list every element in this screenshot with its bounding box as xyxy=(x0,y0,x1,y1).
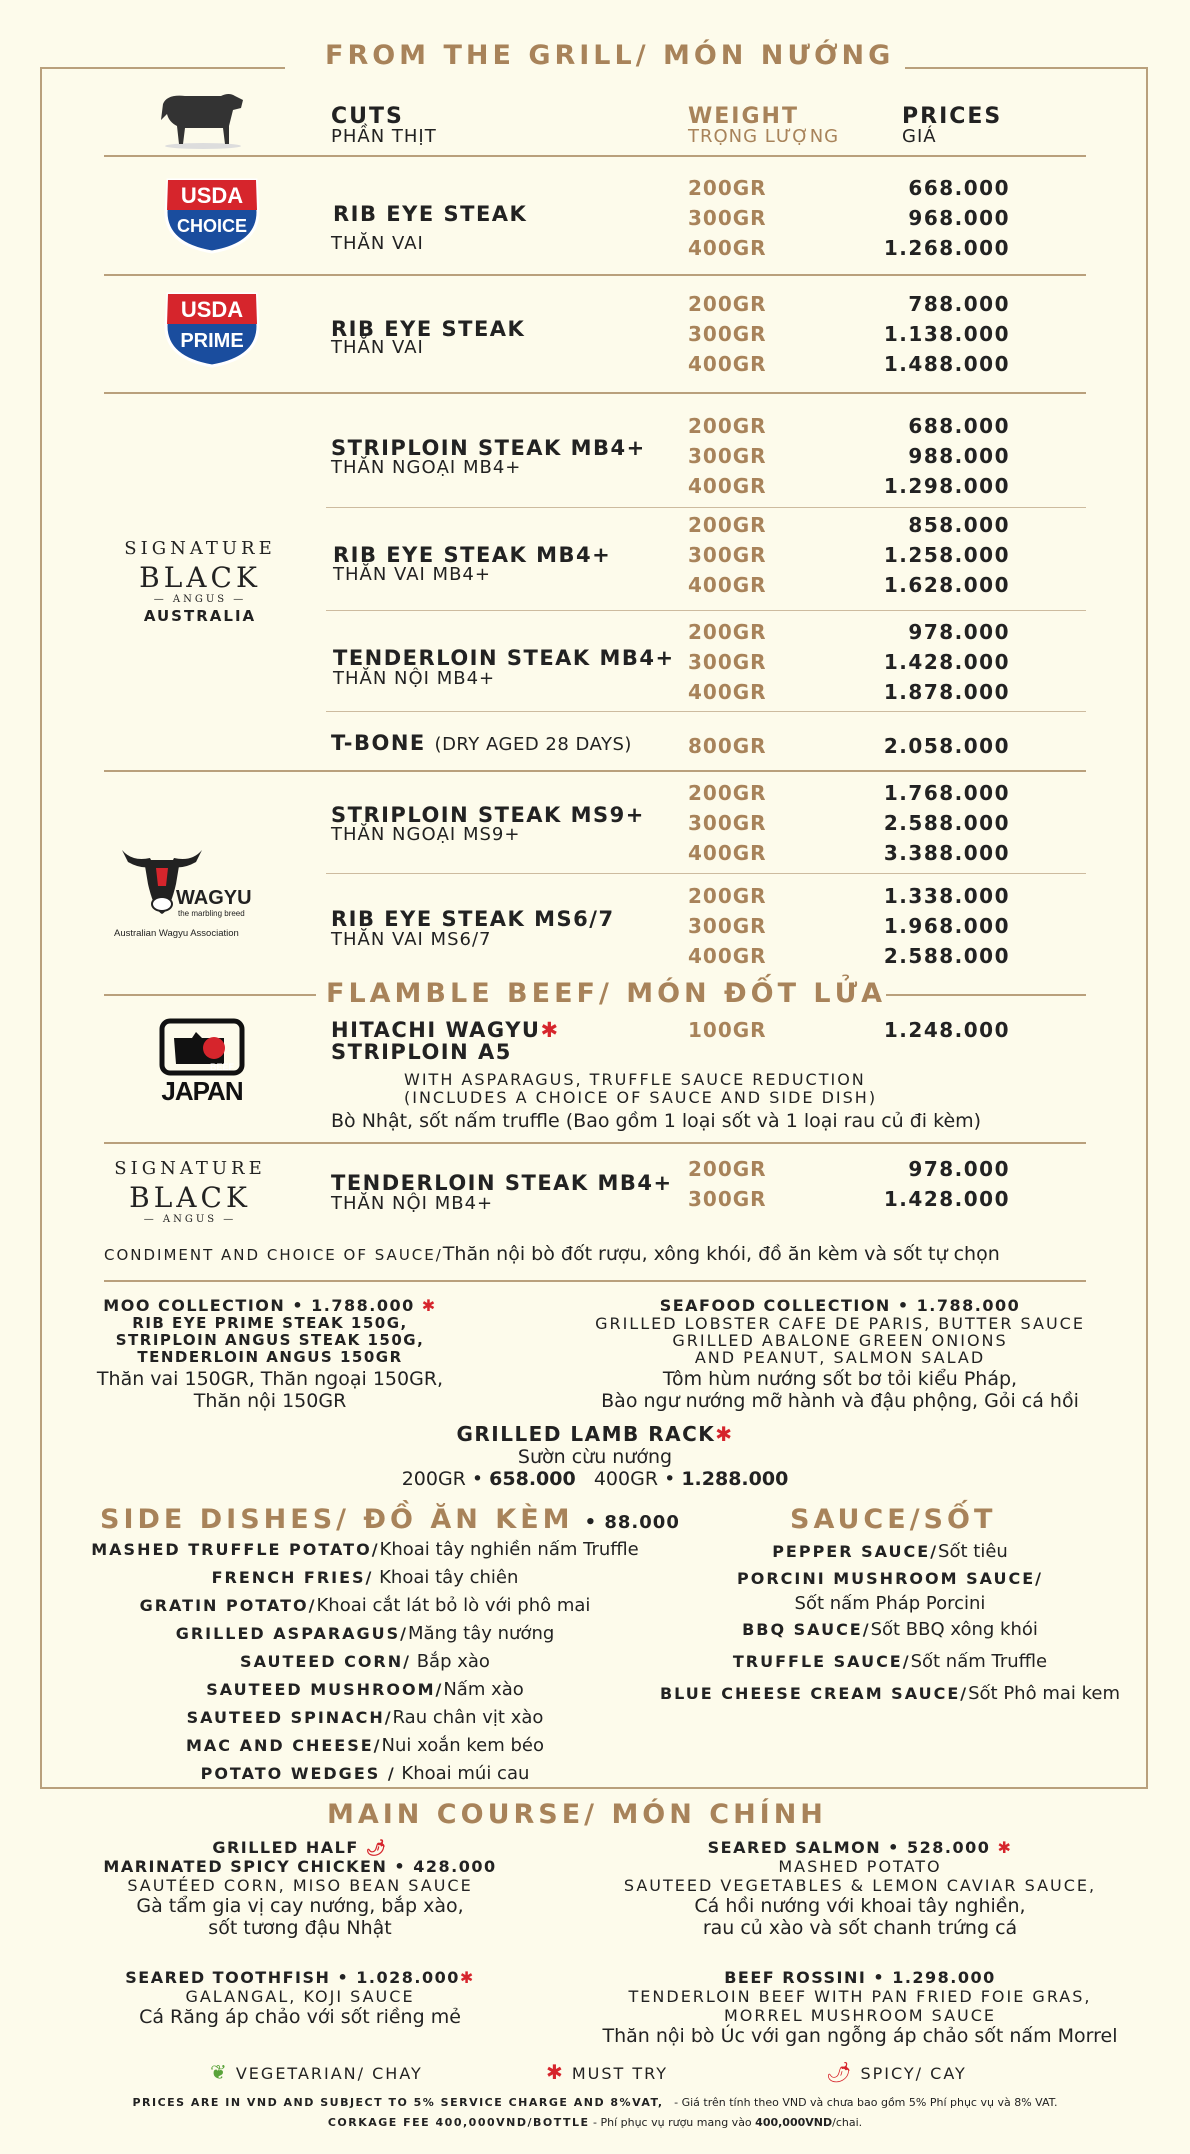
side-vn: Khoai tây chiên xyxy=(373,1567,519,1588)
lamb-vn: Sườn cừu nướng xyxy=(517,1446,673,1468)
price: 1.258.000 xyxy=(883,543,1010,567)
sauce-vn: Sốt Phô mai kem xyxy=(968,1683,1121,1704)
usda-text: USDA xyxy=(180,183,244,208)
chicken-l1 xyxy=(60,1838,540,1857)
must-try-icon: ✱ xyxy=(546,2060,565,2084)
item-vn: THĂN NỘI MB4+ xyxy=(333,668,496,689)
lamb-prices xyxy=(300,1468,890,1490)
legend-must xyxy=(546,2060,668,2084)
sauce-vn: Sốt BBQ xông khói xyxy=(870,1619,1038,1640)
usda-text: USDA xyxy=(180,297,244,322)
salmon-item xyxy=(580,1838,1140,1939)
price: 2.588.000 xyxy=(883,811,1010,835)
logo-angus: ANGUS xyxy=(162,1214,218,1225)
weight: 400GR xyxy=(688,352,767,376)
price: 1.428.000 xyxy=(883,650,1010,674)
item-name: RIB EYE STEAK MS6/7 xyxy=(331,907,615,931)
divider xyxy=(326,873,1086,874)
col-weight-vn: TRỌNG LƯỢNG xyxy=(688,126,840,147)
seafood-vn2: Bào ngư nướng mỡ hành và đậu phộng, Gỏi cá hồi xyxy=(601,1390,1079,1412)
divider xyxy=(326,507,1086,508)
condiment-vn: Thăn nội bò đốt rượu, xông khói, đồ ăn kèm và sốt tự chọn xyxy=(442,1243,1000,1265)
rossini-d1: TENDERLOIN BEEF WITH PAN FRIED FOIE GRAS, xyxy=(628,1987,1092,2006)
moo-title xyxy=(60,1296,480,1315)
sides-header xyxy=(100,1504,680,1535)
cow-icon xyxy=(155,86,250,150)
lamb-p1: 658.000 xyxy=(489,1468,576,1490)
footer-l2-tail: /chai. xyxy=(832,2116,863,2129)
sauce-title: SAUCE/SỐT xyxy=(790,1504,997,1535)
signature-black-logo-2 xyxy=(100,1158,280,1225)
sauce-en: PEPPER SAUCE/ xyxy=(772,1542,939,1561)
footer-l2-vn: - Phí phục vụ rượu mang vào xyxy=(589,2116,756,2129)
weight: 200GR xyxy=(688,1157,767,1181)
weight: 300GR xyxy=(688,206,767,230)
weight: 200GR xyxy=(688,620,767,644)
usda-prime-badge xyxy=(162,290,262,364)
weight: 400GR xyxy=(688,474,767,498)
sauce-en: BBQ SAUCE/ xyxy=(742,1620,871,1639)
sauce-vn: Sốt nấm Truffle xyxy=(910,1651,1048,1672)
side-en: SAUTEED CORN/ xyxy=(240,1652,411,1671)
side-item xyxy=(60,1648,670,1676)
price: 1.248.000 xyxy=(883,1018,1010,1042)
sauce-item xyxy=(640,1565,1140,1592)
weight: 200GR xyxy=(688,292,767,316)
footer-l2-fee: 400,000VND xyxy=(755,2116,833,2129)
side-item xyxy=(60,1620,670,1648)
chicken-vn1: Gà tẩm gia vị cay nướng, bắp xào, xyxy=(136,1895,464,1917)
hitachi-label: HITACHI WAGYU xyxy=(331,1018,541,1042)
lamb-rack xyxy=(300,1422,890,1490)
divider xyxy=(104,1280,1086,1282)
must-try-icon: ✱ xyxy=(997,1838,1013,1857)
weight: 800GR xyxy=(688,734,767,758)
salmon-vn2: rau củ xào và sốt chanh trứng cá xyxy=(702,1917,1018,1939)
chicken-vn2: sốt tương đậu Nhật xyxy=(208,1917,392,1939)
footer-line1 xyxy=(0,2096,1190,2109)
lamb-p2: 1.288.000 xyxy=(681,1468,789,1490)
price: 1.968.000 xyxy=(883,914,1010,938)
prime-text: PRIME xyxy=(180,330,244,352)
weight: 100GR xyxy=(688,1018,767,1042)
condiment-note xyxy=(104,1243,1000,1265)
sauce-vn: Sốt tiêu xyxy=(938,1541,1008,1562)
wagyu-assoc: Australian Wagyu Association xyxy=(114,928,239,939)
tbone-name xyxy=(331,731,632,755)
japan-icon xyxy=(154,1018,250,1104)
moo-l3: TENDERLOIN ANGUS 150GR xyxy=(137,1348,403,1366)
salmon-title-text: SEARED SALMON • 528.000 xyxy=(707,1838,991,1857)
divider xyxy=(326,711,1086,712)
footer-l1-vn: - Giá trên tính theo VND và chưa bao gồm 5% Phí phục vụ và 8% VAT. xyxy=(674,2096,1058,2109)
footer-l1-en: PRICES ARE IN VND AND SUBJECT TO 5% SERVICE CHARGE AND 8%VAT, xyxy=(132,2096,664,2109)
weight: 200GR xyxy=(688,414,767,438)
wagyu-tag: the marbling breed xyxy=(178,909,245,918)
must-try-icon: ✱ xyxy=(459,1968,475,1987)
side-en: POTATO WEDGES / xyxy=(200,1764,396,1783)
side-vn: Rau chân vịt xào xyxy=(392,1707,544,1728)
price: 788.000 xyxy=(908,292,1010,316)
beef-japan-logo xyxy=(154,1018,250,1104)
price: 1.138.000 xyxy=(883,322,1010,346)
hitachi-desc2: (INCLUDES A CHOICE OF SAUCE AND SIDE DISH) xyxy=(404,1088,878,1107)
sides-title: SIDE DISHES/ ĐỒ ĂN KÈM xyxy=(100,1504,574,1535)
seafood-vn1: Tôm hùm nướng sốt bơ tỏi kiểu Pháp, xyxy=(662,1368,1018,1390)
divider xyxy=(104,155,1086,157)
rossini-title: BEEF ROSSINI • 1.298.000 xyxy=(724,1968,996,1987)
item-name: TENDERLOIN STEAK MB4+ xyxy=(333,646,675,670)
hitachi-name2: STRIPLOIN A5 xyxy=(331,1040,512,1064)
grill-title: FROM THE GRILL/ MÓN NƯỚNG xyxy=(325,40,895,71)
price: 978.000 xyxy=(908,1157,1010,1181)
item-vn: THĂN VAI MB4+ xyxy=(333,564,491,585)
price: 1.338.000 xyxy=(883,884,1010,908)
toothfish-title-text: SEARED TOOTHFISH • 1.028.000 xyxy=(125,1968,460,1987)
japan-beef-text: BEEF xyxy=(210,1062,235,1072)
side-vn: Khoai cắt lát bỏ lò với phô mai xyxy=(316,1595,591,1616)
item-vn: THĂN VAI MS6/7 xyxy=(331,929,492,950)
weight: 200GR xyxy=(688,176,767,200)
seafood-l3: AND PEANUT, SALMON SALAD xyxy=(694,1348,986,1367)
divider xyxy=(326,610,1086,611)
logo-line2: BLACK xyxy=(139,561,261,594)
lamb-w2: 400GR • xyxy=(593,1468,676,1490)
price: 1.298.000 xyxy=(883,474,1010,498)
weight: 400GR xyxy=(688,236,767,260)
sides-list xyxy=(60,1536,670,1788)
sauce-en: PORCINI MUSHROOM SAUCE/ xyxy=(736,1569,1044,1588)
sauce-item xyxy=(640,1644,1140,1680)
must-try-icon: ✱ xyxy=(540,1018,560,1042)
price: 1.488.000 xyxy=(883,352,1010,376)
side-item xyxy=(60,1704,670,1732)
spicy-icon: 🌶 xyxy=(826,2060,854,2084)
weight: 400GR xyxy=(688,573,767,597)
price: 1.268.000 xyxy=(883,236,1010,260)
divider xyxy=(104,770,1086,772)
must-try-icon: ✱ xyxy=(715,1422,734,1446)
item-name: RIB EYE STEAK xyxy=(331,317,526,341)
seafood-l2: GRILLED ABALONE GREEN ONIONS xyxy=(672,1331,1008,1350)
rossini-d2: MORREL MUSHROOM SAUCE xyxy=(723,2006,997,2025)
weight: 300GR xyxy=(688,543,767,567)
sauce-list xyxy=(640,1538,1140,1708)
col-prices-vn: GIÁ xyxy=(902,126,937,147)
side-item xyxy=(60,1564,670,1592)
salmon-vn1: Cá hồi nướng với khoai tây nghiền, xyxy=(694,1895,1026,1917)
side-vn: Nấm xào xyxy=(443,1679,524,1700)
seafood-l1: GRILLED LOBSTER CAFE DE PARIS, BUTTER SAUCE xyxy=(595,1314,1085,1333)
weight: 400GR xyxy=(688,841,767,865)
tbone-note: (DRY AGED 28 DAYS) xyxy=(434,734,632,755)
logo-line3: — ANGUS — xyxy=(153,594,247,605)
legend-spicy xyxy=(826,2060,967,2084)
weight: 300GR xyxy=(688,322,767,346)
weight: 300GR xyxy=(688,811,767,835)
side-item xyxy=(60,1676,670,1704)
side-vn: Bắp xào xyxy=(410,1651,490,1672)
logo-line4: AUSTRALIA xyxy=(143,607,257,625)
seafood-title: SEAFOOD COLLECTION • 1.788.000 xyxy=(659,1296,1021,1315)
item-name: RIB EYE STEAK xyxy=(333,202,528,226)
chicken-desc: SAUTÉED CORN, MISO BEAN SAUCE xyxy=(127,1876,473,1895)
weight: 300GR xyxy=(688,1187,767,1211)
divider xyxy=(104,1142,1086,1144)
sauce-en: BLUE CHEESE CREAM SAUCE/ xyxy=(659,1684,969,1703)
sauce-item xyxy=(640,1538,1140,1565)
toothfish-item xyxy=(70,1968,530,2028)
toothfish-desc: GALANGAL, KOJI SAUCE xyxy=(185,1987,415,2006)
item-name: STRIPLOIN STEAK MS9+ xyxy=(331,803,645,827)
sauce-item xyxy=(640,1616,1140,1644)
weight: 400GR xyxy=(688,944,767,968)
rossini-item xyxy=(580,1968,1140,2047)
side-en: SAUTEED SPINACH/ xyxy=(186,1708,393,1727)
side-vn: Măng tây nướng xyxy=(408,1623,555,1644)
condiment-en: CONDIMENT AND CHOICE OF SAUCE/ xyxy=(104,1246,443,1264)
moo-collection xyxy=(60,1296,480,1412)
chicken-item xyxy=(60,1838,540,1939)
item-vn: THĂN VAI xyxy=(331,233,424,254)
item-vn: THĂN NỘI MB4+ xyxy=(331,1193,494,1214)
weight: 200GR xyxy=(688,781,767,805)
item-vn: THĂN NGOẠI MS9+ xyxy=(331,824,521,845)
legend-veg xyxy=(210,2060,423,2084)
price: 988.000 xyxy=(908,444,1010,468)
logo-line1: SIGNATURE xyxy=(114,1158,266,1179)
price: 978.000 xyxy=(908,620,1010,644)
item-name: RIB EYE STEAK MB4+ xyxy=(333,543,612,567)
toothfish-title xyxy=(70,1968,530,1987)
wagyu-title: WAGYU xyxy=(176,887,252,909)
divider xyxy=(104,392,1086,394)
lamb-w1: 200GR • xyxy=(401,1468,484,1490)
salmon-title xyxy=(580,1838,1140,1857)
chicken-l1-text: GRILLED HALF xyxy=(212,1838,359,1857)
weight: 400GR xyxy=(688,680,767,704)
col-cuts: CUTS xyxy=(331,104,404,129)
japan-text: JAPAN xyxy=(161,1076,243,1104)
moo-vn1: Thăn vai 150GR, Thăn ngoại 150GR, xyxy=(96,1368,444,1390)
side-item xyxy=(60,1760,670,1788)
salmon-d2: SAUTEED VEGETABLES & LEMON CAVIAR SAUCE, xyxy=(623,1876,1097,1895)
side-vn: Nui xoắn kem béo xyxy=(381,1735,545,1756)
moo-l1: RIB EYE PRIME STEAK 150G, xyxy=(132,1314,408,1332)
moo-vn2: Thăn nội 150GR xyxy=(193,1390,347,1412)
sauce-item-vn: Sốt nấm Pháp Porcini xyxy=(794,1593,986,1614)
price: 2.058.000 xyxy=(883,734,1010,758)
wagyu-logo xyxy=(112,840,272,944)
weight: 200GR xyxy=(688,513,767,537)
col-cuts-vn: PHẦN THỊT xyxy=(331,126,437,147)
rossini-vn: Thăn nội bò Úc với gan ngỗng áp chảo sốt nấm Morrel xyxy=(602,2025,1118,2047)
logo-line2: BLACK xyxy=(129,1181,251,1214)
side-item xyxy=(60,1592,670,1620)
chicken-l2: MARINATED SPICY CHICKEN • 428.000 xyxy=(103,1857,497,1876)
moo-l2: STRIPLOIN ANGUS STEAK 150G, xyxy=(115,1331,425,1349)
item-name: TENDERLOIN STEAK MB4+ xyxy=(331,1171,673,1195)
choice-text: CHOICE xyxy=(176,216,248,236)
weight: 300GR xyxy=(688,650,767,674)
side-vn: Khoai tây nghiền nấm Truffle xyxy=(379,1539,639,1560)
hitachi-vn: Bò Nhật, sốt nấm truffle (Bao gồm 1 loại sốt và 1 loại rau củ đi kèm) xyxy=(331,1110,982,1132)
price: 1.428.000 xyxy=(883,1187,1010,1211)
legend-veg-text: VEGETARIAN/ CHAY xyxy=(235,2064,423,2083)
signature-black-logo xyxy=(110,538,290,625)
salmon-d1: MASHED POTATO xyxy=(778,1857,942,1876)
divider xyxy=(104,274,1086,276)
price: 2.588.000 xyxy=(883,944,1010,968)
weight: 300GR xyxy=(688,444,767,468)
weight: 300GR xyxy=(688,914,767,938)
price: 688.000 xyxy=(908,414,1010,438)
footer-l2-en: CORKAGE FEE 400,000VND/BOTTLE xyxy=(327,2116,590,2129)
weight: 200GR xyxy=(688,884,767,908)
lamb-title-text: GRILLED LAMB RACK xyxy=(456,1422,716,1446)
lamb-title xyxy=(300,1422,890,1446)
main-title: MAIN COURSE/ MÓN CHÍNH xyxy=(327,1799,827,1830)
sauce-en: TRUFFLE SAUCE/ xyxy=(732,1652,911,1671)
side-en: SAUTEED MUSHROOM/ xyxy=(206,1680,444,1699)
usda-choice-badge xyxy=(162,176,262,250)
wagyu-icon xyxy=(112,840,272,944)
item-vn: THĂN NGOẠI MB4+ xyxy=(331,457,522,478)
footer-line2 xyxy=(0,2116,1190,2129)
side-vn: Khoai múi cau xyxy=(395,1763,530,1784)
tbone-label: T-BONE xyxy=(331,731,426,755)
toothfish-vn: Cá Răng áp chảo với sốt riềng mẻ xyxy=(139,2006,461,2028)
price: 668.000 xyxy=(908,176,1010,200)
side-en: GRATIN POTATO/ xyxy=(139,1596,317,1615)
price: 1.878.000 xyxy=(883,680,1010,704)
flamble-title: FLAMBLE BEEF/ MÓN ĐỐT LỬA xyxy=(326,978,887,1009)
price: 858.000 xyxy=(908,513,1010,537)
leaf-icon: ❦ xyxy=(210,2060,229,2084)
legend-must-text: MUST TRY xyxy=(571,2064,669,2083)
spicy-icon: 🌶 xyxy=(365,1838,388,1857)
legend-spicy-text: SPICY/ CAY xyxy=(860,2064,967,2083)
side-item xyxy=(60,1536,670,1564)
side-item xyxy=(60,1732,670,1760)
moo-title-text: MOO COLLECTION • 1.788.000 xyxy=(103,1296,415,1315)
logo-angus: ANGUS xyxy=(172,594,228,605)
col-weight: WEIGHT xyxy=(688,104,799,129)
price: 3.388.000 xyxy=(883,841,1010,865)
side-en: MASHED TRUFFLE POTATO/ xyxy=(91,1540,380,1559)
sides-price: • 88.000 xyxy=(584,1512,680,1533)
price: 1.628.000 xyxy=(883,573,1010,597)
item-vn: THĂN VAI xyxy=(331,337,424,358)
hitachi-desc1: WITH ASPARAGUS, TRUFFLE SAUCE REDUCTION xyxy=(404,1070,866,1089)
sauce-item xyxy=(640,1680,1140,1708)
side-en: GRILLED ASPARAGUS/ xyxy=(175,1624,409,1643)
hitachi-name1 xyxy=(331,1018,560,1042)
seafood-collection xyxy=(560,1296,1120,1412)
price: 1.768.000 xyxy=(883,781,1010,805)
logo-line1: SIGNATURE xyxy=(124,538,276,559)
price: 968.000 xyxy=(908,206,1010,230)
logo-line3: — ANGUS — xyxy=(143,1214,237,1225)
must-try-icon: ✱ xyxy=(421,1296,437,1315)
col-prices: PRICES xyxy=(902,104,1003,129)
side-en: MAC AND CHEESE/ xyxy=(185,1736,382,1755)
item-name: STRIPLOIN STEAK MB4+ xyxy=(331,436,646,460)
side-en: FRENCH FRIES/ xyxy=(211,1568,374,1587)
